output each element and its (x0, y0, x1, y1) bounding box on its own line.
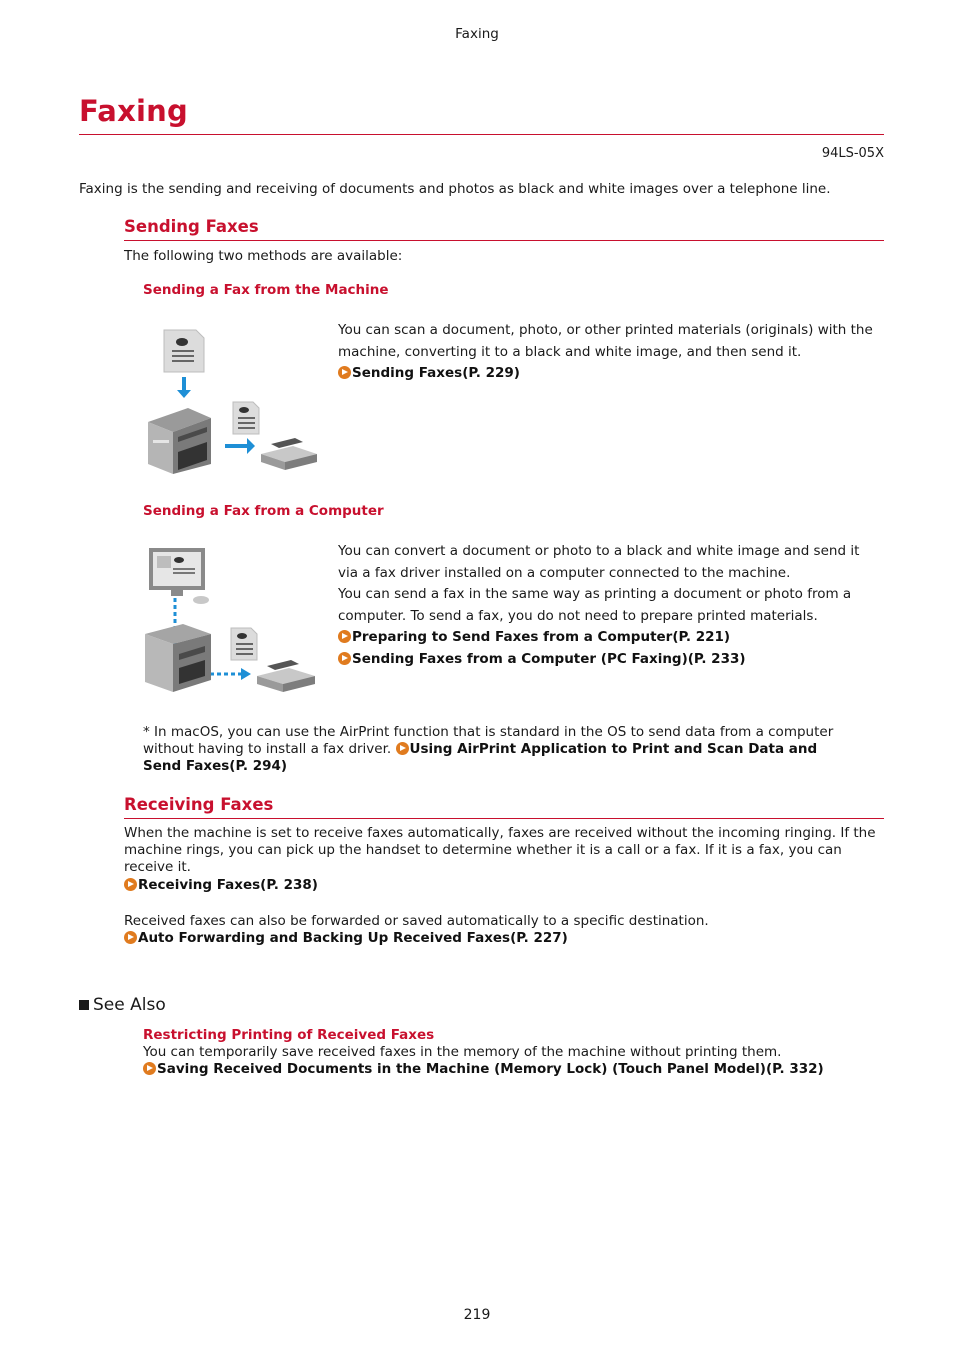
running-header: Faxing (455, 26, 499, 42)
section-heading-sending: Sending Faxes (124, 217, 259, 236)
multifunction-printer-icon (145, 624, 211, 692)
multifunction-printer-icon (148, 408, 211, 474)
link-pc-faxing[interactable]: Sending Faxes from a Computer (PC Faxing)(P. 233) (338, 649, 746, 670)
link-preparing-pc-fax[interactable]: Preparing to Send Faxes from a Computer(P. 221) (338, 627, 730, 648)
document-id: 94LS-05X (821, 146, 884, 161)
link-arrow-icon (124, 931, 137, 944)
page-title: Faxing (79, 94, 188, 128)
receiving-description-2: Received faxes can also be forwarded or saved automatically to a specific destination. (124, 913, 709, 929)
document-icon (164, 330, 204, 372)
square-bullet-icon (79, 1000, 89, 1010)
see-also-item-title[interactable]: Restricting Printing of Received Faxes (143, 1027, 435, 1043)
link-sending-faxes[interactable]: Sending Faxes(P. 229) (338, 363, 520, 384)
section-divider (124, 240, 884, 241)
fax-machine-icon (257, 660, 315, 692)
page-number: 219 (463, 1307, 491, 1323)
from-computer-description-2: You can send a fax in the same way as printing a document or photo from a computer. To send a fax, you do not need to prepare printed materials. (338, 586, 852, 624)
document-icon (233, 402, 259, 434)
see-also-heading: See Also (79, 995, 166, 1015)
sending-lead: The following two methods are available: (124, 248, 403, 264)
subheading-from-machine: Sending a Fax from the Machine (143, 282, 389, 298)
link-arrow-icon (338, 630, 351, 643)
fax-from-computer-illustration (143, 542, 319, 702)
fax-from-machine-illustration (143, 322, 319, 477)
down-arrow-icon (177, 377, 191, 398)
link-arrow-icon (124, 878, 137, 891)
link-arrow-icon (143, 1062, 156, 1075)
right-arrow-icon (241, 668, 251, 680)
see-also-item-text: You can temporarily save received faxes in the memory of the machine without printing them. (143, 1044, 782, 1060)
link-auto-forwarding[interactable]: Auto Forwarding and Backing Up Received Faxes(P. 227) (124, 930, 568, 947)
subheading-from-computer: Sending a Fax from a Computer (143, 503, 384, 519)
intro-paragraph: Faxing is the sending and receiving of documents and photos as black and white images over a telephone line. (79, 181, 831, 197)
fax-machine-icon (261, 438, 317, 470)
computer-monitor-icon (149, 548, 209, 604)
link-receiving-faxes[interactable]: Receiving Faxes(P. 238) (124, 877, 318, 894)
link-airprint[interactable]: Using AirPrint Application to Print and Scan Data and Send Faxes(P. 294) (143, 741, 818, 774)
document-icon (231, 628, 257, 660)
receiving-description-1: When the machine is set to receive faxes automatically, faxes are received without the incoming ringing. If the machine rings, you can pick up the handset to determine whether it is a call or a fax. If it is a fax, you can receive it. (124, 825, 876, 875)
section-heading-receiving: Receiving Faxes (124, 795, 274, 814)
link-arrow-icon (396, 742, 409, 755)
section-divider (124, 818, 884, 819)
from-machine-description: You can scan a document, photo, or other printed materials (originals) with the machine, converting it to a black and white image, and then send it. (338, 322, 873, 360)
link-arrow-icon (338, 652, 351, 665)
link-memory-lock[interactable]: Saving Received Documents in the Machine (Memory Lock) (Touch Panel Model)(P. 332) (143, 1061, 824, 1078)
macos-note: * In macOS, you can use the AirPrint function that is standard in the OS to send data from a computer without having to install a fax driver. Using AirPrint Application to Print and Scan Data and Send Faxes(P. 294) (143, 724, 834, 774)
link-arrow-icon (338, 366, 351, 379)
title-divider (79, 134, 884, 135)
from-computer-description-1: You can convert a document or photo to a black and white image and send it via a fax driver installed on a computer connected to the machine. (338, 543, 860, 581)
right-arrow-icon (225, 438, 255, 454)
